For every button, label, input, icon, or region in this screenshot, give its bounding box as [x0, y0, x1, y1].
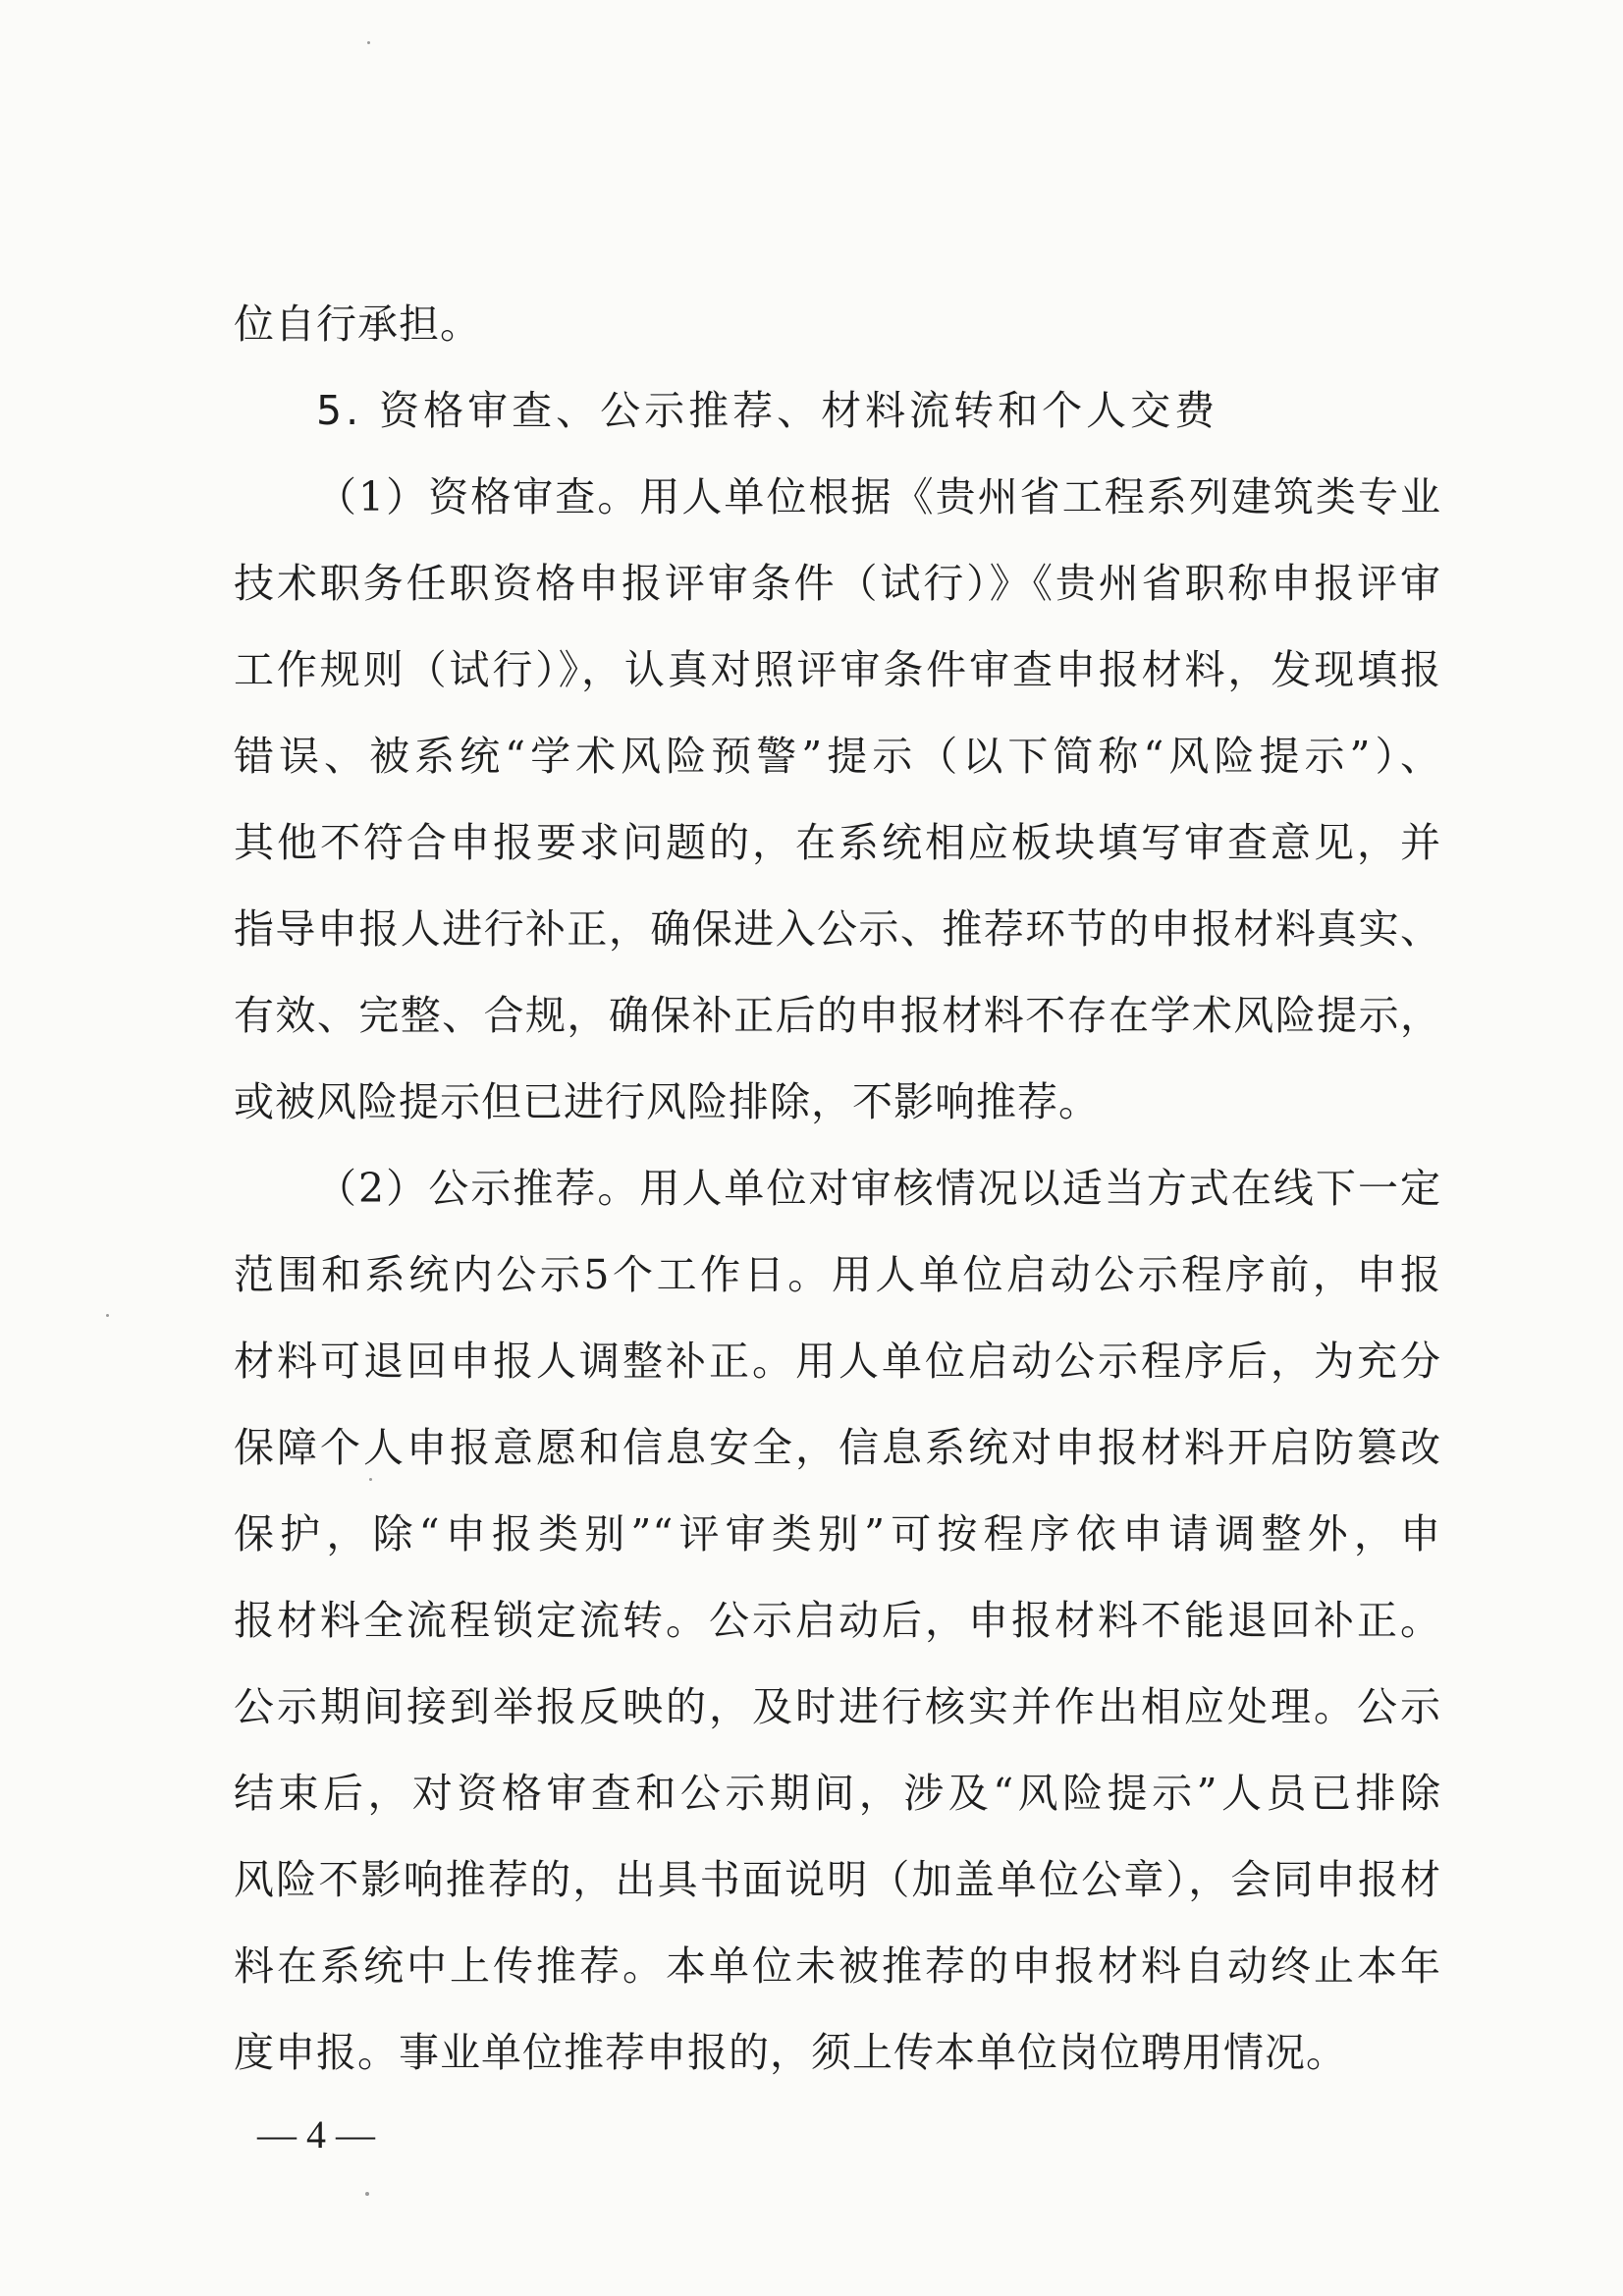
text-line: 有效、完整、合规，确保补正后的申报材料不存在学术风险提示， — [234, 992, 1441, 1039]
scan-speck — [365, 2192, 369, 2196]
scan-speck — [367, 41, 370, 44]
scan-speck — [369, 1478, 372, 1481]
text-line: 保障个人申报意愿和信息安全，信息系统对申报材料开启防篡改 — [234, 1424, 1441, 1471]
text-line: 其他不符合申报要求问题的，在系统相应板块填写审查意见，并 — [234, 819, 1441, 866]
text-line: 保护，除“申报类别”“评审类别”可按程序依申请调整外，申 — [234, 1510, 1441, 1558]
text-line: 公示期间接到举报反映的，及时进行核实并作出相应处理。公示 — [234, 1683, 1441, 1730]
text-line: 或被风险提示但已进行风险排除，不影响推荐。 — [234, 1078, 1100, 1125]
text-line: 风险不影响推荐的，出具书面说明（加盖单位公章），会同申报材 — [234, 1856, 1441, 1903]
text-line: 料在系统中上传推荐。本单位未被推荐的申报材料自动终止本年 — [234, 1942, 1441, 1990]
section-heading: 5. 资格审查、公示推荐、材料流转和个人交费 — [316, 387, 1219, 434]
text-line: 材料可退回申报人调整补正。用人单位启动公示程序后，为充分 — [234, 1338, 1441, 1385]
text-line: 技术职务任职资格申报评审条件（试行）》《贵州省职称申报评审 — [234, 560, 1441, 607]
text-line: 度申报。事业单位推荐申报的，须上传本单位岗位聘用情况。 — [234, 2029, 1347, 2076]
text-line: 指导申报人进行补正，确保进入公示、推荐环节的申报材料真实、 — [234, 905, 1441, 953]
text-line: 范围和系统内公示5个工作日。用人单位启动公示程序前，申报 — [234, 1251, 1441, 1298]
text-line: 结束后，对资格审查和公示期间，涉及“风险提示”人员已排除 — [234, 1770, 1441, 1817]
text-line: 报材料全流程锁定流转。公示启动后，申报材料不能退回补正。 — [234, 1597, 1441, 1644]
text-line: （2）公示推荐。用人单位对审核情况以适当方式在线下一定 — [316, 1165, 1441, 1212]
scan-speck — [106, 1314, 109, 1317]
page-number: — 4 — — [257, 2112, 375, 2157]
text-line: 工作规则（试行）》，认真对照评审条件审查申报材料，发现填报 — [234, 646, 1441, 693]
text-line: 位自行承担。 — [234, 301, 481, 348]
text-line: （1）资格审查。用人单位根据《贵州省工程系列建筑类专业 — [316, 473, 1441, 520]
text-line: 错误、被系统“学术风险预警”提示（以下简称“风险提示”）、 — [234, 733, 1441, 780]
